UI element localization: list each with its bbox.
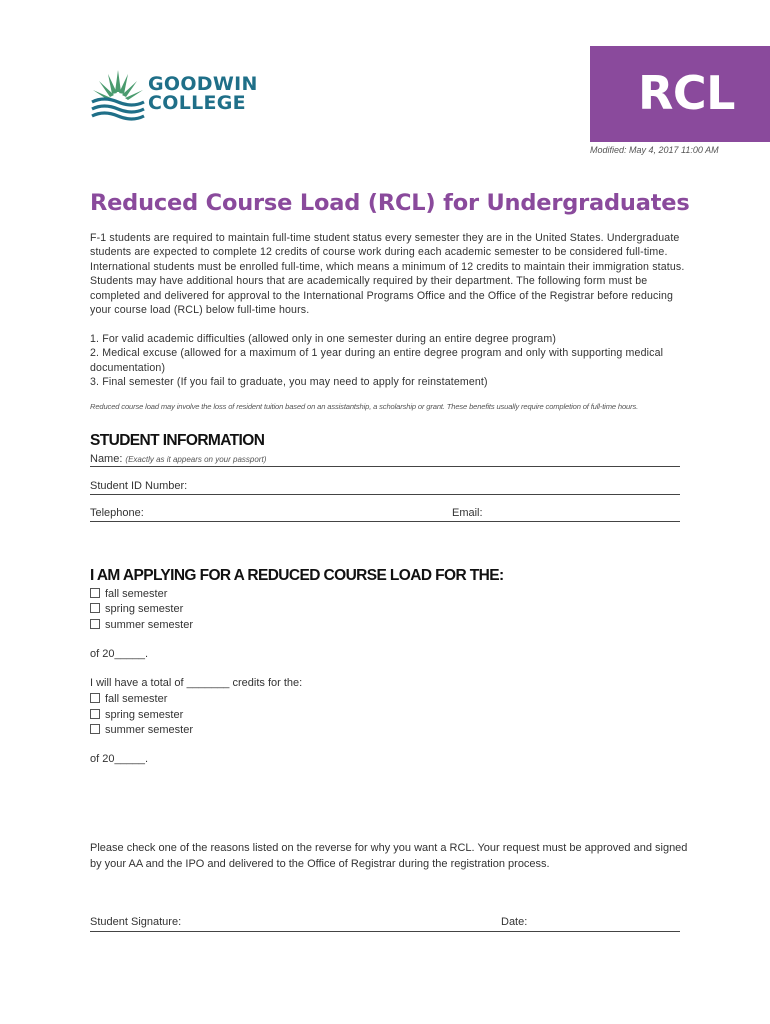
reasons-list: [90, 332, 686, 390]
checkbox-icon[interactable]: [90, 619, 100, 629]
summer-semester-checkbox[interactable]: [90, 618, 193, 632]
fall-semester-checkbox[interactable]: [90, 587, 167, 601]
name-label: Name:: [90, 453, 123, 465]
modified-date: Modified: May 4, 2017 11:00 AM: [590, 145, 719, 155]
checkbox-icon[interactable]: [90, 709, 100, 719]
year-blank-2[interactable]: of 20_____.: [90, 753, 149, 765]
checkbox-icon[interactable]: [90, 724, 100, 734]
student-id-label: Student ID Number:: [90, 480, 188, 492]
logo-emblem-icon: [90, 66, 146, 122]
intro-paragraph: F-1 students are required to maintain full-time student status every semester they are in the United States. Undergraduate students are expected to complete 12 credits of course work during each academic semester to be considered full-time. International students must be enrolled full-time, which means a minimum of 12 credits to maintain their immigration status. Students may have additional hours that are academically required by their department. The following form must be completed and delivered for approval to the International Programs Office and the Office of the Registrar before reducing your course load (RCL) below full-time hours.: [90, 232, 685, 317]
reason-item: 3. Final semester (If you fail to graduate, you may need to apply for reinstatement): [90, 376, 488, 389]
checkbox-label: fall semester: [105, 693, 168, 705]
name-hint: (Exactly as it appears on your passport): [125, 455, 267, 464]
rcl-badge: [590, 46, 770, 142]
applying-heading: I AM APPLYING FOR A REDUCED COURSE LOAD FOR THE:: [90, 567, 504, 584]
reason-item: 1. For valid academic difficulties (allowed only in one semester during an entire degree program): [90, 333, 556, 345]
name-field-label: [90, 453, 266, 465]
closing-instructions: Please check one of the reasons listed on the reverse for why you want a RCL. Your request must be approved and signed by your AA and the IPO and delivered to the Office of Registrar during the registration process.: [90, 842, 688, 870]
date-label: Date:: [501, 916, 528, 928]
page-title: Reduced Course Load (RCL) for Undergraduates: [90, 190, 690, 216]
checkbox-label: summer semester: [105, 619, 194, 631]
spring-semester-checkbox-2[interactable]: [90, 708, 183, 722]
checkbox-icon[interactable]: [90, 603, 100, 613]
checkbox-icon[interactable]: [90, 588, 100, 598]
checkbox-label: fall semester: [105, 588, 168, 600]
student-id-field-line[interactable]: [90, 494, 680, 495]
telephone-label: Telephone:: [90, 507, 144, 519]
reason-item: 2. Medical excuse (allowed for a maximum of 1 year during an entire degree program and only with supporting medical documentation): [90, 347, 664, 374]
checkbox-icon[interactable]: [90, 693, 100, 703]
signature-date-line[interactable]: [90, 931, 680, 932]
rcl-badge-text: RCL: [638, 66, 735, 120]
logo-line-college: COLLEGE: [148, 92, 246, 114]
student-signature-label: Student Signature:: [90, 916, 182, 928]
summer-semester-checkbox-2[interactable]: [90, 723, 193, 737]
checkbox-label: summer semester: [105, 724, 194, 736]
logo-line-goodwin: GOODWIN: [148, 73, 258, 95]
year-blank-1[interactable]: of 20_____.: [90, 648, 149, 660]
fall-semester-checkbox-2[interactable]: [90, 692, 167, 706]
credits-statement[interactable]: I will have a total of _______ credits for the:: [90, 677, 303, 689]
goodwin-college-logo: [90, 66, 280, 122]
student-info-heading: STUDENT INFORMATION: [90, 432, 265, 449]
telephone-email-field-line[interactable]: [90, 521, 680, 522]
spring-semester-checkbox[interactable]: [90, 602, 183, 616]
checkbox-label: spring semester: [105, 709, 184, 721]
disclaimer-note: Reduced course load may involve the loss of resident tuition based on an assistantship, a scholarship or grant. These benefits usually require completion of full-time hours.: [90, 402, 639, 411]
checkbox-label: spring semester: [105, 603, 184, 615]
name-field-line[interactable]: [90, 466, 680, 467]
email-label: Email:: [452, 507, 483, 519]
